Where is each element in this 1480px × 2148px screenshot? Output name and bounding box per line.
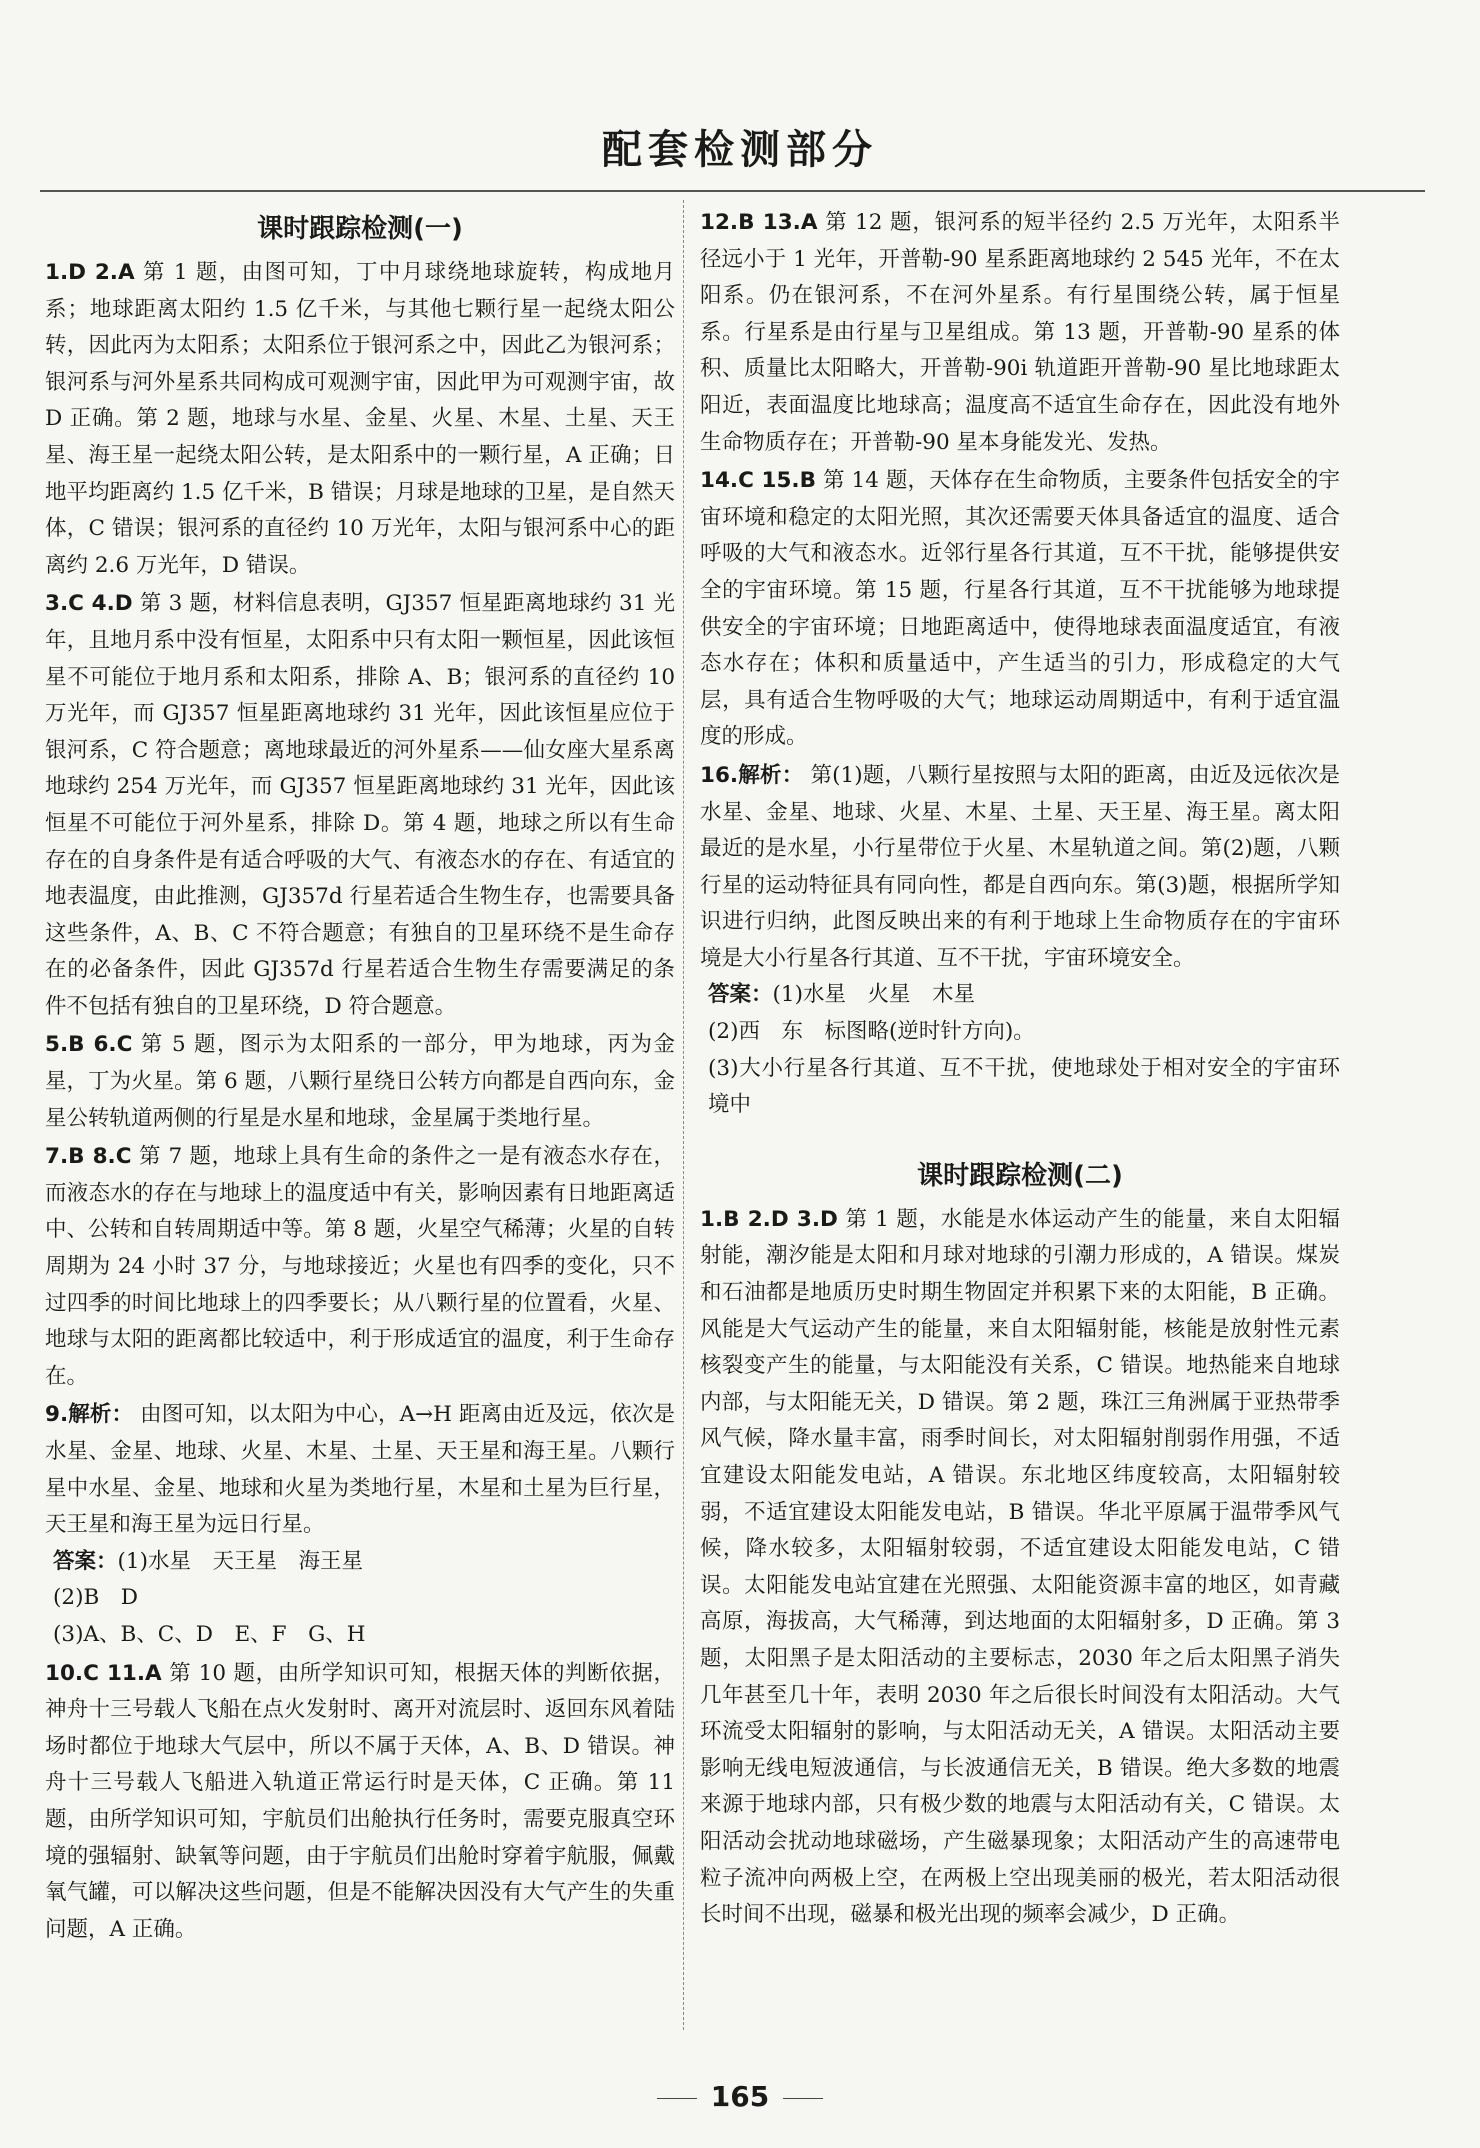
item-label: 9.解析 (45, 1402, 112, 1428)
item-text: 第 12 题，银河系的短半径约 2.5 万光年，太阳系半径远小于 1 光年，开普勒-90 星系距离地球约 2 545 光年，不在太阳系。仍在银河系，不在河外星系。有行星围绕公转，属于恒星系。行星系是由行星与卫星组成。第 13 题，开普勒-90 星系的体积、质量比太阳略大，开普勒-90i 轨道距开普勒-90 星比地球距太阳近，表面温度比地球高；温度高不适宜生命存在，因此没有地外生命物质存在；开普勒-90 星本身能发光、发热。 (700, 210, 1341, 455)
answer-line: (2)B D (53, 1585, 138, 1611)
item-label: 5.B 6.C (45, 1032, 133, 1058)
answer-text: (1)水星 天王星 海王星 (117, 1548, 363, 1574)
section-heading-2: 课时跟踪检测(二) (917, 1160, 1123, 1191)
answer-item (700, 205, 1340, 461)
column-divider (683, 200, 684, 2030)
left-column (45, 205, 675, 1950)
answer-text: (1)水星 火星 木星 (772, 982, 975, 1008)
item-label: 10.C 11.A (45, 1660, 162, 1686)
answer-label: 答案 (53, 1548, 97, 1574)
item-label: 1.B 2.D 3.D (700, 1206, 838, 1232)
answer-item (45, 255, 675, 584)
item-label: 3.C 4.D (45, 591, 133, 617)
item-text: 第 1 题，水能是水体运动产生的能量，来自太阳辐射能，潮汐能是太阳和月球对地球的引潮力形成的，A 错误。煤炭和石油都是地质历史时期生物固定并积累下来的太阳能，B 正确。风能是大气运动产生的能量，来自太阳辐射能，核能是放射性元素核裂变产生的能量，与太阳能没有关系，C 错误。地热能来自地球内部，与太阳能无关，D 错误。第 2 题，珠江三角洲属于亚热带季风气候，降水量丰富，雨季时间长，对太阳辐射削弱作用强，不适宜建设太阳能发电站，A 错误。东北地区纬度较高，太阳辐射较弱，不适宜建设太阳能发电站，B 错误。华北平原属于温带季风气候，降水较多，太阳辐射较弱，不适宜建设太阳能发电站，C 错误。太阳能发电站宜建在光照强、太阳能资源丰富的地区，如青藏高原，海拔高，大气稀薄，到达地面的太阳辐射多，D 正确。第 3 题，太阳黑子是太阳活动的主要标志，2030 年之后太阳黑子消失几年甚至几十年，表明 2030 年之后很长时间没有太阳活动。大气环流受太阳辐射的影响，与太阳活动无关，A 错误。太阳活动主要影响无线电短波通信，与长波通信无关，B 错误。绝大多数的地震来源于地球内部，只有极少数的地震与太阳活动有关，C 错误。太阳活动会扰动地球磁场，产生磁暴现象；太阳活动产生的高速带电粒子流冲向两极上空，在两极上空出现美丽的极光，若太阳活动很长时间不出现，磁暴和极光出现的频率会减少，D 正确。 (700, 1206, 1341, 1928)
answer-line: (2)西 东 标图略(逆时针方向)。 (708, 1019, 1035, 1045)
answer-item (45, 1656, 675, 1949)
item-text: 第 5 题，图示为太阳系的一部分，甲为地球，丙为金星，丁为火星。第 6 题，八颗行星绕日公转方向都是自西向东，金星公转轨道两侧的行星是水星和地球，金星属于类地行星。 (45, 1032, 675, 1131)
answer-item (45, 1139, 675, 1395)
right-column (700, 205, 1340, 1936)
item-text: 第 10 题，由所学知识可知，根据天体的判断依据，神舟十三号载人飞船在点火发射时、离开对流层时、返回东风着陆场时都位于地球大气层中，所以不属于天体，A、B、D 错误。神舟十三号载人飞船进入轨道正常运行时是天体，C 正确。第 11 题，由所学知识可知，宇航员们出舱执行任务时，需要克服真空环境的强辐射、缺氧等问题，由于宇航员们出舱时穿着宇航服，佩戴氧气罐，可以解决这些问题，但是不能解决因没有大气产生的失重问题，A 正确。 (45, 1660, 676, 1942)
item-label: 12.B 13.A (700, 210, 818, 235)
answer-label: 答案 (708, 982, 752, 1008)
item-label: 14.C 15.B (700, 468, 816, 494)
answer-line: 答案：(1)水星 火星 木星 (708, 982, 975, 1008)
answer-line: (3)A、B、C、D E、F G、H (53, 1621, 366, 1647)
answer-item (45, 1027, 675, 1137)
title-divider (40, 190, 1425, 192)
answer-line: 答案：(1)水星 天王星 海王星 (53, 1548, 363, 1574)
item-text: 第 7 题，地球上具有生命的条件之一是有液态水存在，而液态水的存在与地球上的温度适中有关，影响因素有日地距离适中、公转和自转周期适中等。第 8 题，火星空气稀薄；火星的自转周期为 24 小时 37 分，与地球接近；火星也有四季的变化，只不过四季的时间比地球上的四季要长；从八颗行星的位置看，火星、地球与太阳的距离都比较适中，利于形成适宜的温度，利于生命存在。 (45, 1144, 675, 1389)
page-number: 165 (0, 2080, 1480, 2113)
item-label: 16.解析 (700, 762, 782, 788)
page-title: 配套检测部分 (602, 127, 878, 173)
answer-item: 16.解析： 第(1)题，八颗行星按照与太阳的距离，由近及远依次是水星、金星、地球、火星、木星、土星、天王星、海王星。离太阳最近的是水星，小行星带位于火星、木星轨道之间。第(2)题，八颗行星的运动特征具有同向性，都是自西向东。第(3)题，根据所学知识进行归纳，此图反映出来的有利于地球上生命物质存在的宇宙环境是大小行星各行其道、互不干扰，宇宙环境安全。 答案：(1)水星 火星 木星 (2)西 东 标图略(逆时针方向)。 (3)大小行星各行其道、互不干扰，使地球处于相对安全的宇宙环境中 (700, 758, 1340, 1124)
answer-item (700, 1202, 1340, 1934)
answer-item (45, 586, 675, 1025)
item-text: 第 3 题，材料信息表明，GJ357 恒星距离地球约 31 光年，且地月系中没有恒星，太阳系中只有太阳一颗恒星，因此该恒星不可能位于地月系和太阳系，排除 A、B；银河系的直径约 10 万光年，而 GJ357 恒星距离地球约 31 光年，因此该恒星应位于银河系，C 符合题意；离地球最近的河外星系——仙女座大星系离地球约 254 万光年，而 GJ357 恒星距离地球约 31 光年，因此该恒星不可能位于河外星系，排除 D。第 4 题，地球之所以有生命存在的自身条件是有适合呼吸的大气、有液态水的存在、有适宜的地表温度，由此推测，GJ357d 行星若适合生物生存，也需要具备这些条件，A、B、C 不符合题意；有独自的卫星环绕不是生命存在的必备条件，因此 GJ357d 行星若适合生物生存需要满足的条件不包括有独自的卫星环绕，D 符合题意。 (45, 591, 675, 1019)
answer-item: 9.解析： 由图可知，以太阳为中心，A→H 距离由近及远，依次是水星、金星、地球、火星、木星、土星、天王星和海王星。八颗行星中水星、金星、地球和火星为类地行星，木星和土星为巨行星，天王星和海王星为远日行星。 答案：(1)水星 天王星 海王星 (2)B D (3)A、B、C、D E、F G、H (45, 1397, 675, 1653)
item-text: 第 1 题，由图可知，丁中月球绕地球旋转，构成地月系；地球距离太阳约 1.5 亿千米，与其他七颗行星一起绕太阳公转，因此丙为太阳系；太阳系位于银河系之中，因此乙为银河系；银河系与河外星系共同构成可观测宇宙，因此甲为可观测宇宙，故 D 正确。第 2 题，地球与水星、金星、火星、木星、土星、天王星、海王星一起绕太阳公转，是太阳系中的一颗行星，A 正确；日地平均距离约 1.5 亿千米，B 错误；月球是地球的卫星，是自然天体，C 错误；银河系的直径约 10 万光年，太阳与银河系中心的距离约 2.6 万光年，D 错误。 (45, 260, 675, 578)
section-heading-1: 课时跟踪检测(一) (257, 214, 463, 244)
item-text: 第 14 题，天体存在生命物质，主要条件包括安全的宇宙环境和稳定的太阳光照，其次还需要天体具备适宜的温度、适合呼吸的大气和液态水。近邻行星各行其道，互不干扰，能够提供安全的宇宙环境。第 15 题，行星各行其道，互不干扰能够为地球提供安全的宇宙环境；日地距离适中，使得地球表面温度适宜，有液态水存在；体积和质量适中，产生适当的引力，形成稳定的大气层，具有适合生物呼吸的大气；地球运动周期适中，有利于适宜温度的形成。 (700, 468, 1340, 750)
answer-item (700, 463, 1340, 756)
item-label: 1.D 2.A (45, 260, 135, 285)
item-text: 第(1)题，八颗行星按照与太阳的距离，由近及远依次是水星、金星、地球、火星、木星、土星、天王星、海王星。离太阳最近的是水星，小行星带位于火星、木星轨道之间。第(2)题，八颗行星的运动特征具有同向性，都是自西向东。第(3)题，根据所学知识进行归纳，此图反映出来的有利于地球上生命物质存在的宇宙环境是大小行星各行其道、互不干扰，宇宙环境安全。 (700, 762, 1340, 971)
answer-line: (3)大小行星各行其道、互不干扰，使地球处于相对安全的宇宙环境中 (708, 1055, 1340, 1118)
item-text: 由图可知，以太阳为中心，A→H 距离由近及远，依次是水星、金星、地球、火星、木星、土星、天王星和海王星。八颗行星中水星、金星、地球和火星为类地行星，木星和土星为巨行星，天王星和海王星为远日行星。 (45, 1402, 675, 1538)
item-label: 7.B 8.C (45, 1144, 132, 1170)
